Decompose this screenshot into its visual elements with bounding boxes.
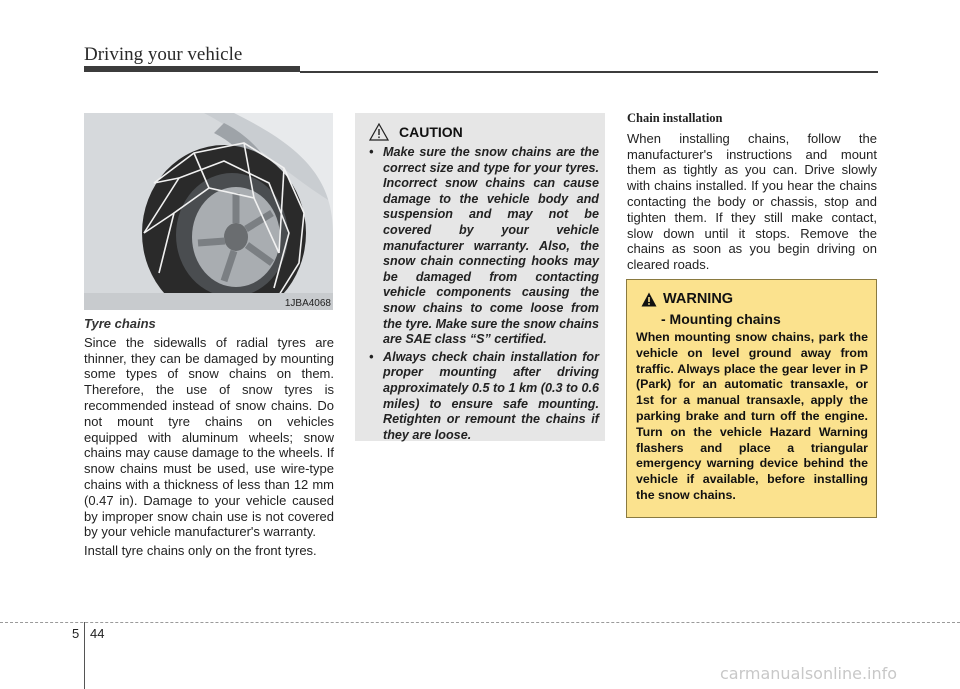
caution-item-text: Always check chain installation for proper mounting after driving approximately 0.5 to 1 km (0.3 to 0.6 miles) to ensure safe mounting. Retighten or remount the chains if they are loose. (383, 349, 599, 442)
caution-title: CAUTION (399, 124, 463, 140)
chain-installation-body: When installing chains, follow the manufacturer's instructions and mount them as tightly as you can. Drive slowly with chains installed. If you hear the chains contacting the body or chassis, stop and tighten them. If they still make contact, slow down until it stops. Remove the chains as soon as you begin driving on cleared roads. (627, 130, 877, 273)
caution-triangle-icon (369, 123, 389, 141)
warning-triangle-icon (641, 292, 657, 307)
caution-item (365, 350, 599, 444)
caution-header (369, 123, 463, 141)
bullet: • (369, 145, 374, 159)
figure-code: 1JBA4068 (284, 298, 331, 309)
page-header-title: Driving your vehicle (84, 44, 243, 65)
tyre-chains-section (84, 316, 334, 562)
caution-item-text: Make sure the snow chains are the correct size and type for your tyres. Incorrect snow chains can cause damage to the vehicle body and suspension and may not be covered by your vehicle manufacturer warranty. Also, the snow chain connecting hooks may be damaged from contacting vehicle components causing the snow chains to come loose from the tyre. Make sure the snow chains are SAE class “S” certified. (383, 145, 599, 347)
section-number: 5 (72, 626, 80, 641)
footer-divider (84, 622, 85, 689)
page-number: 44 (90, 626, 105, 641)
caution-list (365, 145, 599, 445)
tyre-chain-illustration (84, 113, 333, 310)
warning-body: When mounting snow chains, park the vehicle on level ground away from traffic. Always place the gear lever in P (Park) for an automatic transaxle, or 1st for a manual transaxle, apply the parking brake and turn off the engine. Turn on the vehicle Hazard Warning flashers and place a triangular emergency warning device behind the vehicle if available, before installing the snow chains. (636, 330, 868, 502)
header-rule (300, 71, 878, 73)
bullet: • (369, 349, 374, 364)
chain-installation-heading: Chain installation (627, 111, 723, 125)
tyre-chains-heading: Tyre chains (84, 316, 156, 331)
warning-box (626, 279, 877, 518)
warning-header (641, 291, 733, 307)
caution-box (355, 113, 605, 441)
header-bar (84, 66, 300, 72)
caution-item (365, 145, 599, 348)
warning-title: WARNING (663, 291, 734, 307)
watermark: carmanualsonline.info (720, 664, 898, 683)
tyre-chains-note: Install tyre chains only on the front tyres. (84, 543, 317, 559)
tyre-chain-photo (84, 113, 333, 310)
footer-rule (0, 622, 960, 623)
tyre-chains-body: Since the sidewalls of radial tyres are thinner, they can be damaged by mounting some types of snow chains on them. Therefore, the use of snow tyres is recommended instead of snow chains. Do not mount tyre chains on vehicles equipped with aluminum wheels; snow chains may cause damage to the wheels. If snow chains must be used, use wire-type chains with a thickness of less than 12 mm (0.47 in). Damage to your vehicle caused by improper snow chain use is not covered by your vehicle manufacturer's warranty. (84, 334, 334, 540)
chain-installation-section (627, 111, 877, 276)
warning-subtitle: - Mounting chains (661, 311, 781, 327)
